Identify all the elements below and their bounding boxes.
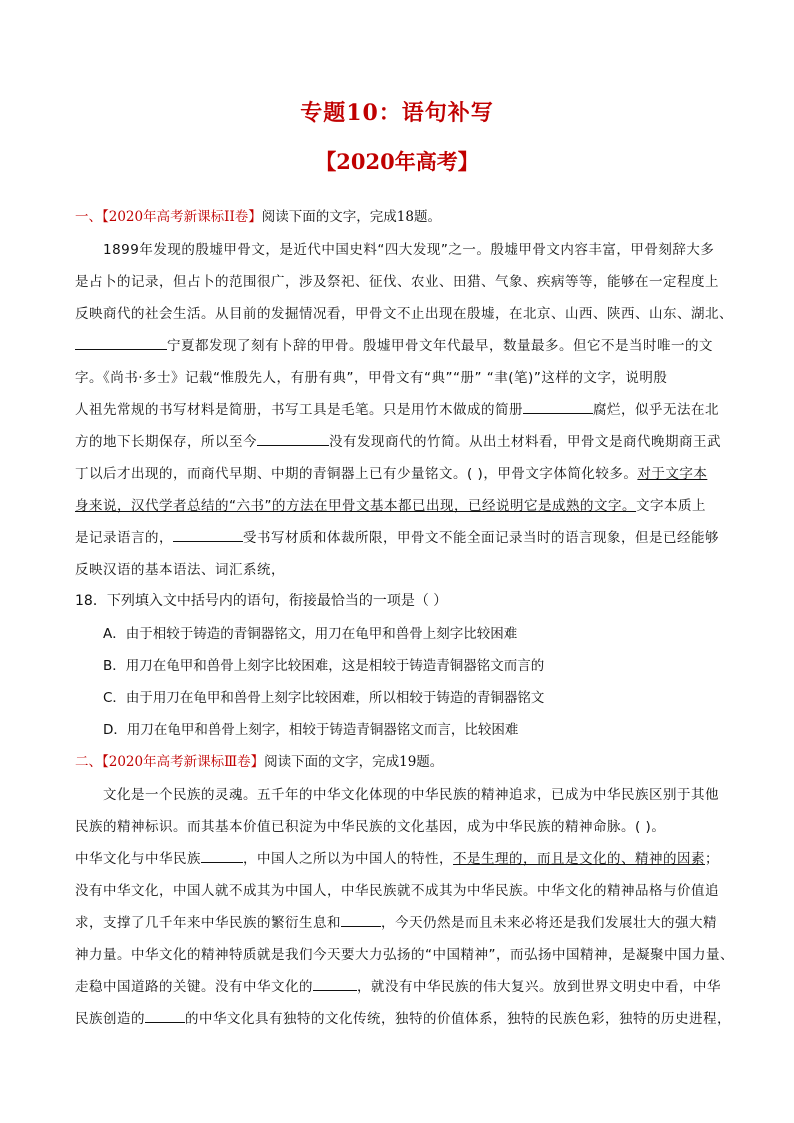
question-18-stem: 18．下列填入文中括号内的语句，衔接最恰当的一项是（ ） — [75, 593, 448, 609]
underlined-sentence: 不是生理的，而且是文化的、精神的因素 — [453, 851, 705, 867]
section-1-heading — [75, 205, 725, 225]
passage-2-line: 民族的精神标识。而其基本价值已积淀为中华民族的文化基因，成为中华民族的精神命脉。( )。 — [75, 819, 666, 835]
passage-1-line: 反映汉语的基本语法、词汇系统， — [75, 562, 285, 578]
passage-2-text: ，中国人之所以为中国人的特性， — [243, 851, 453, 867]
passage-1-text: 丁以后才出现的，而商代早期、中期的青铜器上已有少量铭文。( )，甲骨文字体简化较多。 — [75, 466, 638, 482]
passage-1-text: 文字本质上 — [636, 498, 706, 514]
fill-blank — [201, 850, 243, 863]
fill-blank — [145, 1010, 185, 1023]
passage-1-line: 1899年发现的殷墟甲骨文，是近代中国史料“四大发现”之一。殷墟甲骨文内容丰富，甲骨刻辞大多 — [103, 242, 715, 258]
option-b[interactable]: B．用刀在龟甲和兽骨上刻字比较困难，这是相较于铸造青铜器铭文而言的 — [103, 658, 545, 674]
fill-blank — [341, 914, 381, 927]
passage-1-text: 受书写材质和体裁所限，甲骨文不能全面记录当时的语言现象，但是已经能够 — [243, 530, 719, 546]
page-subtitle: 【2020年高考】 — [315, 149, 479, 174]
section-2-instruction: 阅读下面的文字，完成19题。 — [264, 754, 444, 770]
passage-1-text: 方的地下长期保存，所以至今 — [75, 434, 257, 450]
passage-1-line — [75, 398, 725, 418]
fill-blank — [75, 337, 167, 350]
section-2-number: 二、 — [75, 754, 102, 770]
passage-2-line — [75, 1007, 731, 1027]
passage-2-line: 文化是一个民族的灵魂。五千年的中华文化体现的中华民族的精神追求，已成为中华民族区别于其他 — [103, 787, 719, 803]
option-d[interactable]: D．用刀在龟甲和兽骨上刻字，相较于铸造青铜器铭文而言，比较困难 — [103, 722, 519, 738]
fill-blank — [173, 529, 243, 542]
passage-1-line — [75, 494, 725, 514]
passage-2-line: 神力量。中华文化的精神特质就是我们今天要大力弘扬的“中国精神”，而弘扬中国精神，是凝聚中国力量、 — [75, 947, 734, 963]
passage-2-text: ，今天仍然是而且未来必将还是我们发展壮大的强大精 — [381, 915, 717, 931]
passage-2-line: 没有中华文化，中国人就不成其为中国人，中华民族就不成其为中华民族。中华文化的精神品格与价值追 — [75, 883, 719, 899]
passage-1-text: 是记录语言的， — [75, 530, 173, 546]
passage-1-line: 反映商代的社会生活。从目前的发掘情况看，甲骨文不止出现在殷墟，在北京、山西、陕西、山东、湖北、 — [75, 306, 733, 322]
passage-2-text: 走稳中国道路的关键。没有中华文化的 — [75, 979, 313, 995]
fill-blank — [523, 401, 593, 414]
passage-1-line: 字。《尚书·多士》记载“惟殷先人，有册有典”，甲骨文有“典”“册” “聿(笔)”这样的文字，说明殷 — [75, 370, 668, 386]
passage-1-line: 是占卜的记录，但占卜的范围很广，涉及祭祀、征伐、农业、田猎、气象、疾病等等，能够在一定程度上 — [75, 274, 719, 290]
passage-2-text: 民族创造的 — [75, 1011, 145, 1027]
section-1-tag: 【2020年高考新课标II卷】 — [102, 209, 262, 225]
passage-1-line — [75, 430, 725, 450]
passage-1-text: 腐烂，似乎无法在北 — [593, 402, 719, 418]
passage-1-line — [75, 334, 725, 354]
fill-blank — [313, 978, 357, 991]
option-c[interactable]: C．由于用刀在龟甲和兽骨上刻字比较困难，所以相较于铸造的青铜器铭文 — [103, 690, 545, 706]
passage-1-line — [75, 526, 725, 546]
underlined-sentence: 身来说，汉代学者总结的“六书”的方法在甲骨文基本都已出现，已经说明它是成熟的文字。 — [75, 498, 636, 514]
section-2-heading — [75, 750, 725, 770]
passage-2-text: 的中华文化具有独特的文化传统，独特的价值体系，独特的民族色彩，独特的历史进程， — [185, 1011, 731, 1027]
option-a[interactable]: A．由于相较于铸造的青铜器铭文，用刀在龟甲和兽骨上刻字比较困难 — [103, 626, 518, 642]
section-1-instruction: 阅读下面的文字，完成18题。 — [261, 209, 441, 225]
passage-2-text: ，就没有中华民族的伟大复兴。放到世界文明史中看，中华 — [357, 979, 721, 995]
passage-1-text: 宁夏都发现了刻有卜辞的甲骨。殷墟甲骨文年代最早，数量最多。但它不是当时唯一的文 — [167, 338, 713, 354]
section-2-tag: 【2020年高考新课标Ⅲ卷】 — [102, 754, 265, 770]
passage-2-line — [75, 975, 725, 995]
section-1-number: 一、 — [75, 209, 102, 225]
passage-2-line — [75, 847, 725, 867]
page-title: 专题10：语句补写 — [300, 100, 494, 126]
passage-1-line — [75, 462, 725, 482]
passage-2-line — [75, 911, 725, 931]
passage-1-text: 没有发现商代的竹简。从出土材料看，甲骨文是商代晚期商王武 — [329, 434, 721, 450]
passage-2-text: 中华文化与中华民族 — [75, 851, 201, 867]
fill-blank — [257, 433, 329, 446]
passage-1-text: 人祖先常规的书写材料是简册，书写工具是毛笔。只是用竹木做成的简册 — [75, 402, 523, 418]
passage-2-text: 求，支撑了几千年来中华民族的繁衍生息和 — [75, 915, 341, 931]
passage-2-text: ； — [705, 851, 719, 867]
underlined-sentence: 对于文字本 — [637, 466, 708, 482]
